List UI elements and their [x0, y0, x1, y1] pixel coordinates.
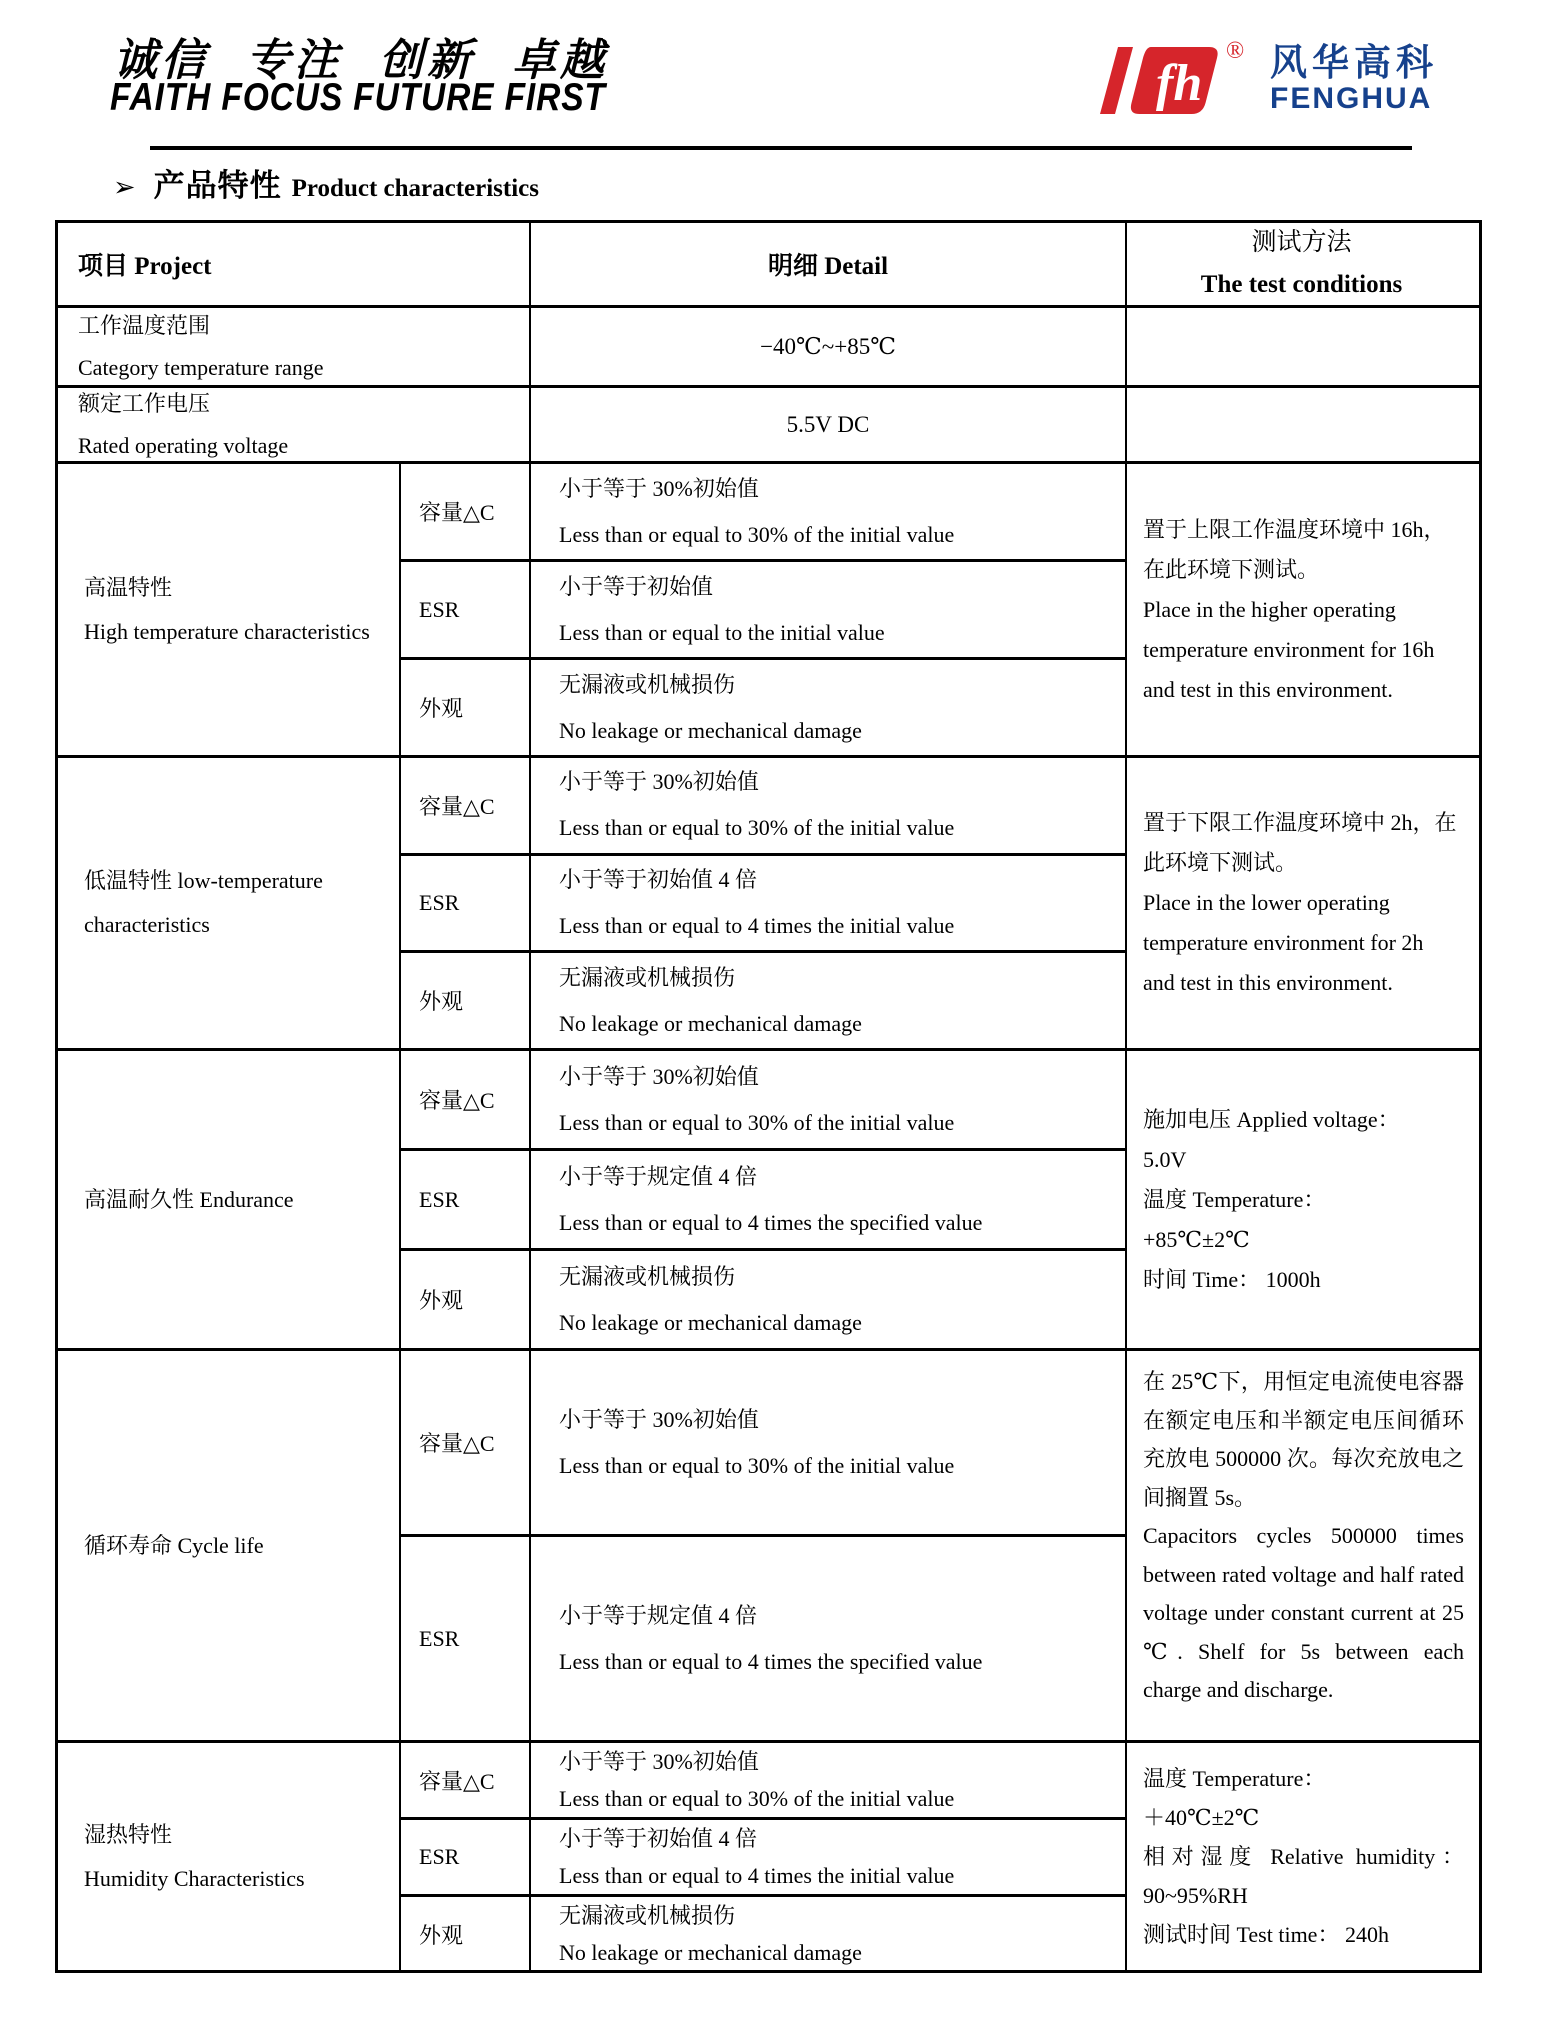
- subrow-appearance: [401, 1894, 1125, 1971]
- criterion-label: 容量△C: [401, 464, 531, 559]
- detail-cell: −40℃~+85℃: [531, 308, 1127, 385]
- header-test-conditions: 测试方法 The test conditions: [1200, 229, 1403, 298]
- detail-cell: 小于等于 30%初始值 Less than or equal to 30% of the initial value: [559, 475, 955, 547]
- subrow-esr: [401, 559, 1125, 657]
- detail-cell: 小于等于规定值 4 倍 Less than or equal to 4 times the specified value: [559, 1602, 983, 1674]
- logo-company-name-cn: 风华高科: [1270, 42, 1438, 83]
- section-title: [113, 160, 539, 205]
- table-row-temperature-range: [58, 305, 1479, 385]
- project-cell: 高温耐久性 Endurance: [58, 1051, 401, 1348]
- criterion-label: ESR: [401, 1537, 531, 1740]
- header-project: 项目 Project: [58, 223, 531, 305]
- detail-cell: 小于等于规定值 4 倍 Less than or equal to 4 times the specified value: [559, 1163, 983, 1235]
- criterion-label: 容量△C: [401, 1743, 531, 1817]
- test-conditions-cell: 在 25℃下，用恒定电流使电容器在额定电压和半额定电压间循环充放电 500000 次。每次充放电之间搁置 5s。 Capacitors cycles 500000 times between rated voltage and half rated voltage under constant current at 25 ℃. Shelf for 5s between each charge and discharge.: [1143, 1369, 1464, 1702]
- subrow-capacity: [401, 1743, 1125, 1817]
- table-section-humidity: [58, 1740, 1479, 1970]
- criterion-label: 外观: [401, 1251, 531, 1348]
- project-cell: 高温特性 High temperature characteristics: [58, 464, 401, 755]
- project-cell: 额定工作电压 Rated operating voltage: [58, 388, 531, 461]
- detail-cell: 小于等于 30%初始值 Less than or equal to 30% of the initial value: [559, 1749, 955, 1811]
- company-slogan-english: FAITH FOCUS FUTURE FIRST: [110, 76, 606, 119]
- detail-cell: 小于等于 30%初始值 Less than or equal to 30% of the initial value: [559, 1406, 955, 1478]
- project-cell: 循环寿命 Cycle life: [58, 1351, 401, 1740]
- project-cell: 低温特性 low-temperature characteristics: [58, 758, 401, 1048]
- criterion-label: ESR: [401, 1820, 531, 1894]
- header-detail: 明细 Detail: [531, 223, 1127, 305]
- subrow-appearance: [401, 1248, 1125, 1348]
- subrow-appearance: [401, 950, 1125, 1048]
- detail-cell: 小于等于初始值 Less than or equal to the initial value: [559, 573, 885, 645]
- project-cell: 工作温度范围 Category temperature range: [58, 308, 531, 385]
- subrow-esr: [401, 853, 1125, 951]
- product-characteristics-table: [55, 220, 1482, 1973]
- header-divider: [150, 146, 1412, 150]
- detail-cell: 5.5V DC: [531, 388, 1127, 461]
- fenghua-logo: [1088, 34, 1438, 124]
- company-slogan-chinese: 诚信 专注 创新 卓越: [113, 36, 608, 85]
- test-cell-empty: [1127, 388, 1476, 461]
- detail-cell: 无漏液或机械损伤 No leakage or mechanical damage: [559, 1903, 862, 1965]
- registered-trademark-icon: ®: [1226, 38, 1245, 64]
- criterion-label: ESR: [401, 856, 531, 951]
- detail-cell: 无漏液或机械损伤 No leakage or mechanical damage: [559, 1263, 862, 1335]
- criterion-label: 容量△C: [401, 758, 531, 853]
- subrow-appearance: [401, 657, 1125, 755]
- subrow-capacity: [401, 1351, 1125, 1534]
- subrow-capacity: [401, 1051, 1125, 1148]
- criterion-label: 容量△C: [401, 1051, 531, 1148]
- detail-cell: 小于等于 30%初始值 Less than or equal to 30% of the initial value: [559, 1063, 955, 1135]
- fenghua-logo-icon: [1088, 34, 1260, 124]
- table-section-endurance: [58, 1048, 1479, 1348]
- detail-cell: 小于等于初始值 4 倍 Less than or equal to 4 times the initial value: [559, 867, 955, 938]
- test-conditions-cell: 施加电压 Applied voltage： 5.0V 温度 Temperature： +85℃±2℃ 时间 Time： 1000h: [1143, 1106, 1400, 1292]
- detail-cell: 小于等于初始值 4 倍 Less than or equal to 4 times the initial value: [559, 1826, 955, 1888]
- project-cell: 湿热特性 Humidity Characteristics: [58, 1743, 401, 1970]
- subrow-esr: [401, 1534, 1125, 1740]
- test-cell-empty: [1127, 308, 1476, 385]
- table-row-rated-voltage: [58, 385, 1479, 461]
- subrow-esr: [401, 1148, 1125, 1248]
- section-title-en: Product characteristics: [291, 175, 540, 202]
- criterion-label: 外观: [401, 660, 531, 755]
- logo-monogram: fh: [1156, 55, 1203, 112]
- table-section-cycle-life: [58, 1348, 1479, 1740]
- detail-cell: 小于等于 30%初始值 Less than or equal to 30% of the initial value: [559, 769, 955, 841]
- detail-cell: 无漏液或机械损伤 No leakage or mechanical damage: [559, 964, 862, 1036]
- arrow-bullet-icon: ➢: [113, 172, 136, 203]
- test-conditions-cell: 温度 Temperature： ＋40℃±2℃ 相对湿度 Relative humidity： 90~95%RH 测试时间 Test time： 240h: [1143, 1766, 1464, 1947]
- table-header-row: [58, 223, 1479, 305]
- criterion-label: 外观: [401, 1897, 531, 1971]
- criterion-label: ESR: [401, 1151, 531, 1248]
- subrow-esr: [401, 1817, 1125, 1894]
- criterion-label: ESR: [401, 562, 531, 657]
- criterion-label: 外观: [401, 953, 531, 1048]
- criterion-label: 容量△C: [401, 1351, 531, 1534]
- table-section-high-temperature: [58, 461, 1479, 755]
- table-section-low-temperature: [58, 755, 1479, 1048]
- subrow-capacity: [401, 464, 1125, 559]
- subrow-capacity: [401, 758, 1125, 853]
- logo-company-name-en: FENGHUA: [1270, 82, 1433, 115]
- test-conditions-cell: 置于下限工作温度环境中 2h，在 此环境下测试。 Place in the lower operating temperature environment for 2h and test in this environment.: [1143, 810, 1457, 995]
- section-title-cn: 产品特性: [153, 168, 282, 203]
- detail-cell: 无漏液或机械损伤 No leakage or mechanical damage: [559, 671, 862, 743]
- test-conditions-cell: 置于上限工作温度环境中 16h， 在此环境下测试。 Place in the higher operating temperature environment for 16h and test in this environment.: [1143, 516, 1446, 702]
